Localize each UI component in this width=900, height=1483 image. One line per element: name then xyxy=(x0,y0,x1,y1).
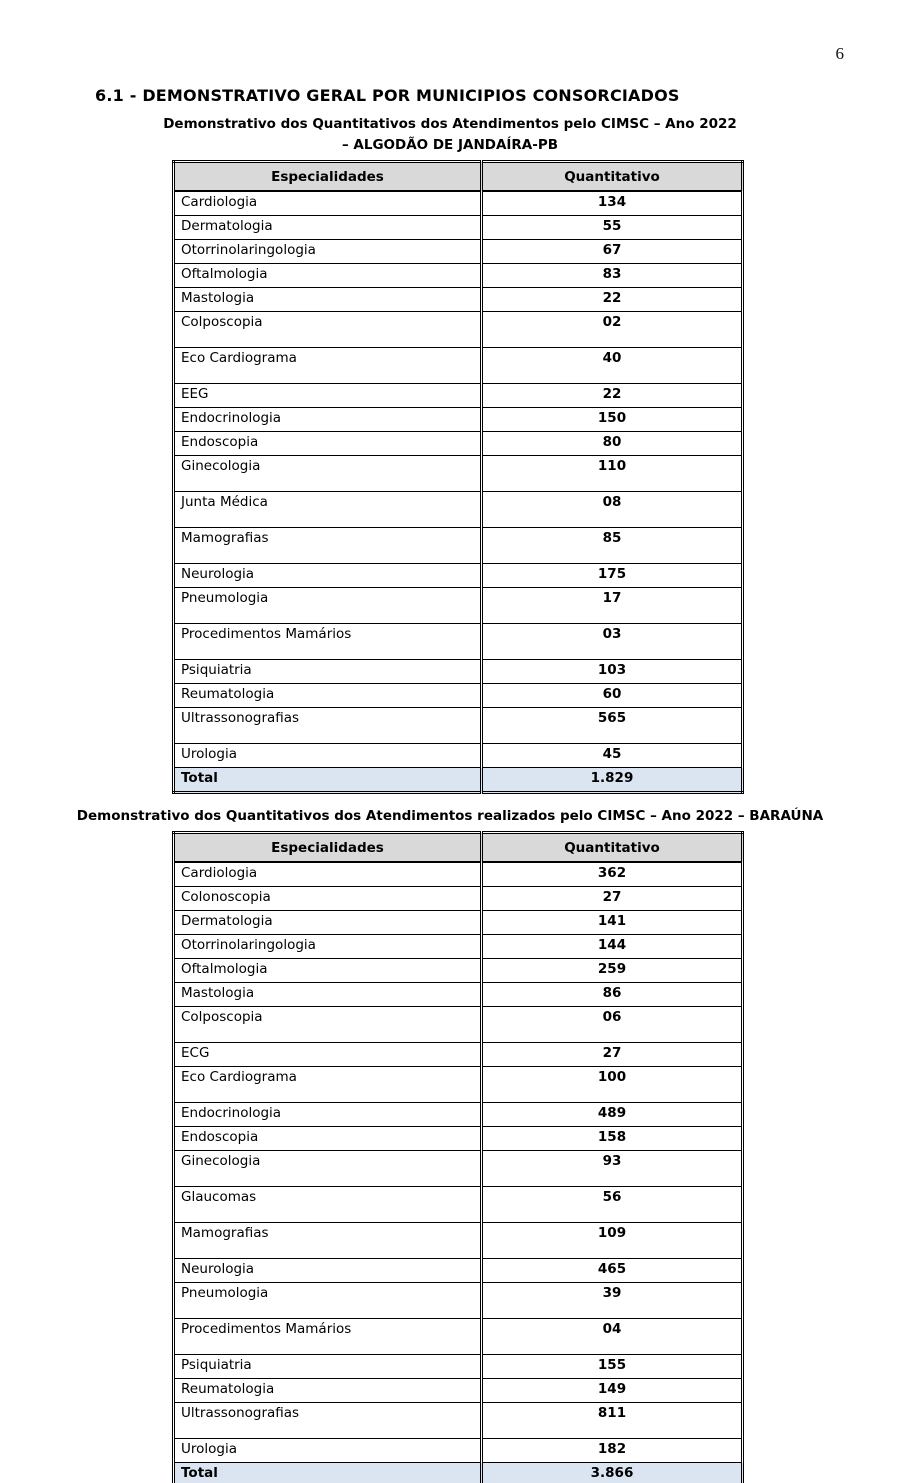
quantity-cell: 80 xyxy=(482,432,743,456)
table-row xyxy=(174,708,743,744)
specialty-cell: Procedimentos Mamários xyxy=(174,624,482,660)
quantity-cell: 04 xyxy=(482,1319,743,1355)
quantity-cell: 27 xyxy=(482,1043,743,1067)
specialty-cell: Ginecologia xyxy=(174,1151,482,1187)
quantity-cell: 100 xyxy=(482,1067,743,1103)
quantity-cell: 182 xyxy=(482,1439,743,1463)
table-row xyxy=(174,1151,743,1187)
specialty-cell: Endocrinologia xyxy=(174,1103,482,1127)
specialty-cell: Pneumologia xyxy=(174,588,482,624)
atendimentos-table-algodao-de-jandaira xyxy=(172,160,744,794)
quantity-cell: 60 xyxy=(482,684,743,708)
specialty-cell: Mamografias xyxy=(174,1223,482,1259)
table-row xyxy=(174,624,743,660)
quantity-cell: 67 xyxy=(482,240,743,264)
specialty-cell: Ginecologia xyxy=(174,456,482,492)
table-title-line: Demonstrativo dos Quantitativos dos Atendimentos realizados pelo CIMSC – Ano 2022 – BARAÚNA xyxy=(76,808,824,824)
specialty-cell: Procedimentos Mamários xyxy=(174,1319,482,1355)
table-row xyxy=(174,312,743,348)
quantity-cell: 22 xyxy=(482,384,743,408)
quantity-cell: 56 xyxy=(482,1187,743,1223)
specialty-cell: Ultrassonografias xyxy=(174,708,482,744)
column-header-quantitativo: Quantitativo xyxy=(482,833,743,863)
table-row xyxy=(174,564,743,588)
table-row xyxy=(174,1259,743,1283)
quantity-cell: 141 xyxy=(482,911,743,935)
specialty-cell: Otorrinolaringologia xyxy=(174,935,482,959)
quantity-cell: 149 xyxy=(482,1379,743,1403)
table-row xyxy=(174,528,743,564)
quantity-cell: 811 xyxy=(482,1403,743,1439)
table-title xyxy=(0,114,900,156)
table-row xyxy=(174,1067,743,1103)
specialty-cell: Otorrinolaringologia xyxy=(174,240,482,264)
table-row xyxy=(174,1103,743,1127)
specialty-cell: Cardiologia xyxy=(174,862,482,887)
specialty-cell: Junta Médica xyxy=(174,492,482,528)
table-row xyxy=(174,1379,743,1403)
specialty-cell: Total xyxy=(174,1463,482,1483)
table-row xyxy=(174,588,743,624)
specialty-cell: Dermatologia xyxy=(174,911,482,935)
table-row xyxy=(174,862,743,887)
quantity-cell: 45 xyxy=(482,744,743,768)
specialty-cell: Oftalmologia xyxy=(174,264,482,288)
table-row xyxy=(174,456,743,492)
specialty-cell: Mamografias xyxy=(174,528,482,564)
page-number: 6 xyxy=(835,44,844,63)
quantity-cell: 17 xyxy=(482,588,743,624)
specialty-cell: Total xyxy=(174,768,482,793)
specialty-cell: Urologia xyxy=(174,744,482,768)
table-row xyxy=(174,983,743,1007)
table-title-line: – ALGODÃO DE JANDAÍRA-PB xyxy=(341,137,559,153)
table-row xyxy=(174,959,743,983)
quantity-cell: 55 xyxy=(482,216,743,240)
total-row xyxy=(174,768,743,793)
table-row xyxy=(174,216,743,240)
table-row xyxy=(174,1007,743,1043)
table-row xyxy=(174,1223,743,1259)
quantity-cell: 134 xyxy=(482,191,743,216)
specialty-cell: Reumatologia xyxy=(174,1379,482,1403)
specialty-cell: Reumatologia xyxy=(174,684,482,708)
quantity-cell: 27 xyxy=(482,887,743,911)
table-row xyxy=(174,887,743,911)
specialty-cell: Endoscopia xyxy=(174,1127,482,1151)
quantity-cell: 22 xyxy=(482,288,743,312)
table-header-row xyxy=(174,833,743,863)
quantity-cell: 06 xyxy=(482,1007,743,1043)
table-row xyxy=(174,492,743,528)
specialty-cell: Dermatologia xyxy=(174,216,482,240)
table-row xyxy=(174,1127,743,1151)
table-row xyxy=(174,264,743,288)
total-row xyxy=(174,1463,743,1483)
quantity-cell: 362 xyxy=(482,862,743,887)
table-row xyxy=(174,744,743,768)
table-row xyxy=(174,1187,743,1223)
quantity-cell: 489 xyxy=(482,1103,743,1127)
section-heading: 6.1 - DEMONSTRATIVO GERAL POR MUNICIPIOS CONSORCIADOS xyxy=(95,86,680,105)
specialty-cell: Endoscopia xyxy=(174,432,482,456)
quantity-cell: 86 xyxy=(482,983,743,1007)
column-header-especialidades: Especialidades xyxy=(174,833,482,863)
quantity-cell: 93 xyxy=(482,1151,743,1187)
quantity-cell: 3.866 xyxy=(482,1463,743,1483)
quantity-cell: 39 xyxy=(482,1283,743,1319)
specialty-cell: ECG xyxy=(174,1043,482,1067)
quantity-cell: 1.829 xyxy=(482,768,743,793)
specialty-cell: Cardiologia xyxy=(174,191,482,216)
quantity-cell: 150 xyxy=(482,408,743,432)
specialty-cell: EEG xyxy=(174,384,482,408)
quantity-cell: 155 xyxy=(482,1355,743,1379)
quantity-cell: 259 xyxy=(482,959,743,983)
specialty-cell: Colposcopia xyxy=(174,1007,482,1043)
quantity-cell: 02 xyxy=(482,312,743,348)
table-row xyxy=(174,1403,743,1439)
specialty-cell: Eco Cardiograma xyxy=(174,348,482,384)
specialty-cell: Pneumologia xyxy=(174,1283,482,1319)
table-section-algodao-de-jandaira xyxy=(0,114,900,794)
quantity-cell: 109 xyxy=(482,1223,743,1259)
table-body xyxy=(174,191,743,793)
quantity-cell: 565 xyxy=(482,708,743,744)
specialty-cell: Colposcopia xyxy=(174,312,482,348)
table-section-barauna xyxy=(0,806,900,1483)
specialty-cell: Psiquiatria xyxy=(174,1355,482,1379)
quantity-cell: 03 xyxy=(482,624,743,660)
table-row xyxy=(174,1319,743,1355)
specialty-cell: Neurologia xyxy=(174,1259,482,1283)
table-body xyxy=(174,862,743,1483)
table-row xyxy=(174,1355,743,1379)
quantity-cell: 175 xyxy=(482,564,743,588)
specialty-cell: Mastologia xyxy=(174,983,482,1007)
table-row xyxy=(174,191,743,216)
table-row xyxy=(174,1439,743,1463)
table-row xyxy=(174,1043,743,1067)
column-header-especialidades: Especialidades xyxy=(174,162,482,192)
specialty-cell: Eco Cardiograma xyxy=(174,1067,482,1103)
table-row xyxy=(174,408,743,432)
specialty-cell: Mastologia xyxy=(174,288,482,312)
quantity-cell: 110 xyxy=(482,456,743,492)
table-row xyxy=(174,1283,743,1319)
quantity-cell: 103 xyxy=(482,660,743,684)
table-title-line: Demonstrativo dos Quantitativos dos Atendimentos pelo CIMSC – Ano 2022 xyxy=(163,116,737,132)
specialty-cell: Ultrassonografias xyxy=(174,1403,482,1439)
table-row xyxy=(174,240,743,264)
quantity-cell: 40 xyxy=(482,348,743,384)
specialty-cell: Glaucomas xyxy=(174,1187,482,1223)
quantity-cell: 158 xyxy=(482,1127,743,1151)
table-row xyxy=(174,348,743,384)
quantity-cell: 144 xyxy=(482,935,743,959)
table-row xyxy=(174,384,743,408)
specialty-cell: Neurologia xyxy=(174,564,482,588)
table-title xyxy=(0,806,900,827)
column-header-quantitativo: Quantitativo xyxy=(482,162,743,192)
table-header-row xyxy=(174,162,743,192)
quantity-cell: 08 xyxy=(482,492,743,528)
specialty-cell: Psiquiatria xyxy=(174,660,482,684)
specialty-cell: Oftalmologia xyxy=(174,959,482,983)
specialty-cell: Colonoscopia xyxy=(174,887,482,911)
table-row xyxy=(174,432,743,456)
specialty-cell: Urologia xyxy=(174,1439,482,1463)
table-row xyxy=(174,684,743,708)
quantity-cell: 85 xyxy=(482,528,743,564)
quantity-cell: 83 xyxy=(482,264,743,288)
atendimentos-table-barauna xyxy=(172,831,744,1483)
table-row xyxy=(174,935,743,959)
specialty-cell: Endocrinologia xyxy=(174,408,482,432)
table-row xyxy=(174,288,743,312)
table-row xyxy=(174,660,743,684)
table-row xyxy=(174,911,743,935)
quantity-cell: 465 xyxy=(482,1259,743,1283)
